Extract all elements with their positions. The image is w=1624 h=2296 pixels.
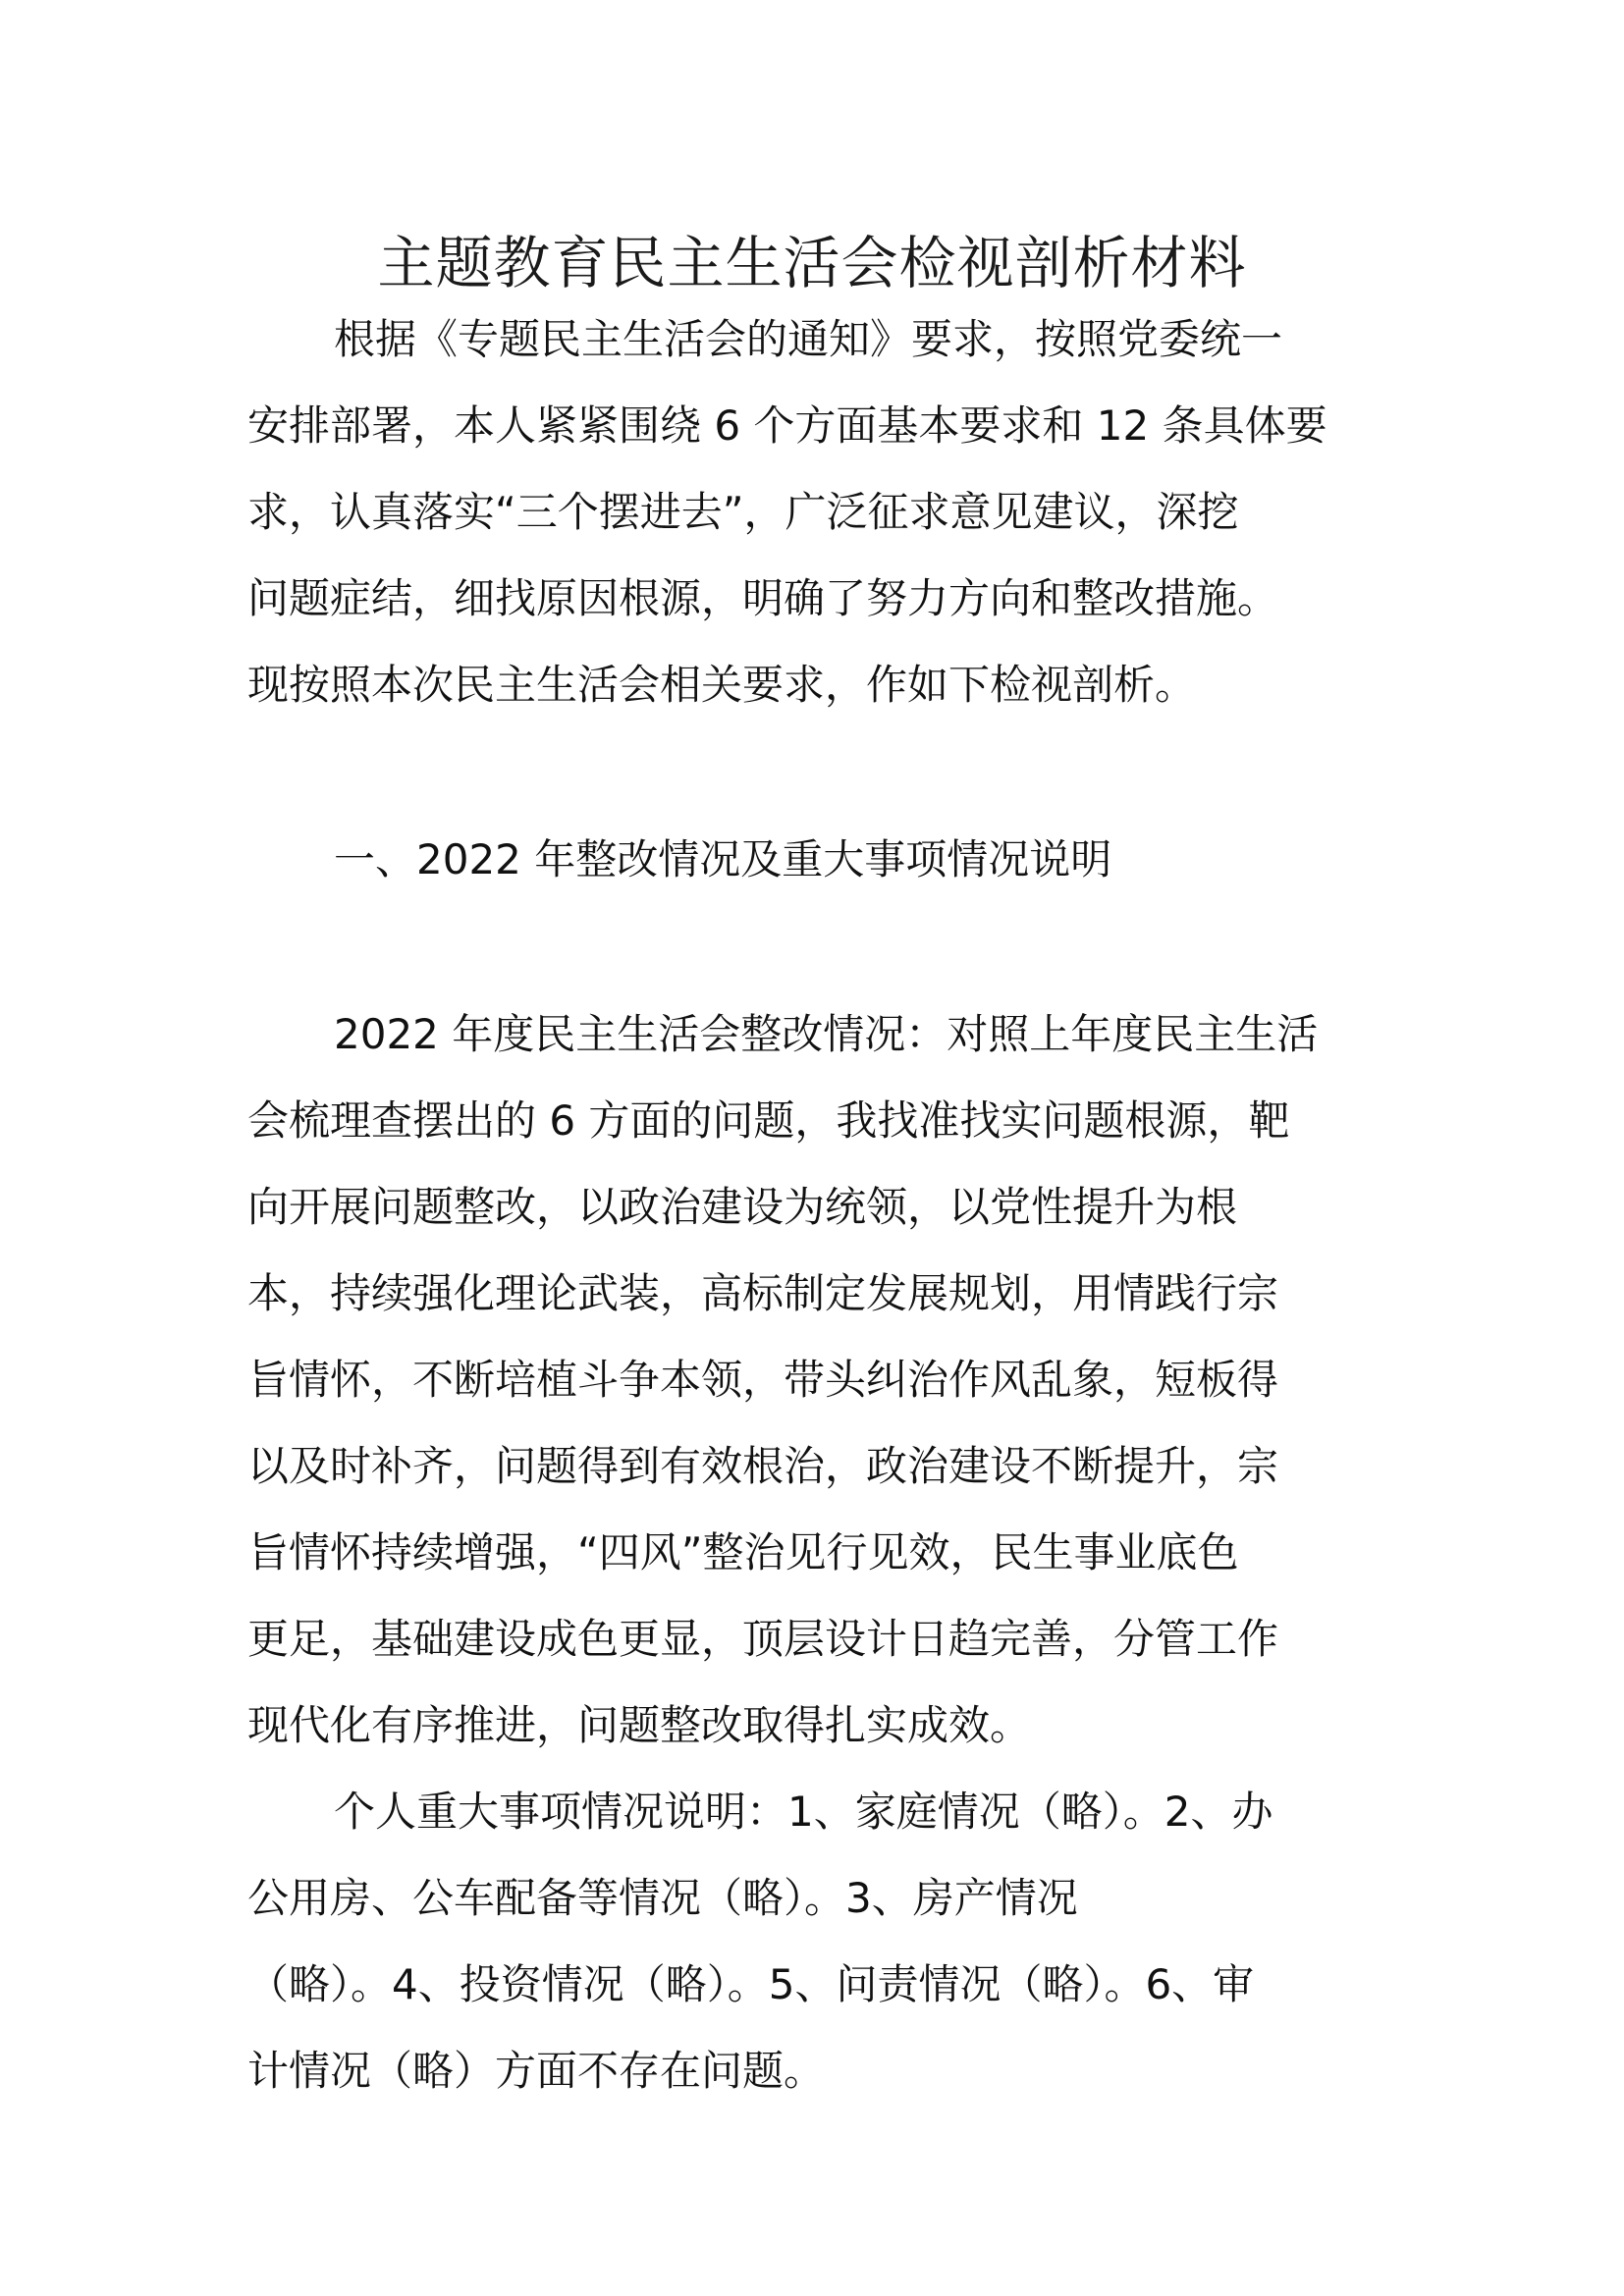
rectification-line-7: 旨情怀持续增强，“四风”整治见行见效，民生事业底色 bbox=[247, 1528, 1239, 1576]
rectification-line-5: 旨情怀，不断培植斗争本领，带头纠治作风乱象，短板得 bbox=[247, 1356, 1279, 1404]
rectification-line-2: 会梳理查摆出的 6 方面的问题，我找准找实问题根源，靶 bbox=[247, 1096, 1290, 1145]
rectification-line-1: 2022 年度民主生活会整改情况：对照上年度民主生活 bbox=[334, 1010, 1319, 1058]
intro-line-4: 问题症结，细找原因根源，明确了努力方向和整改措施。 bbox=[247, 574, 1279, 622]
major-matters-line-1: 个人重大事项情况说明：1、家庭情况（略）。2、办 bbox=[334, 1788, 1273, 1836]
intro-line-3: 求，认真落实“三个摆进去”，广泛征求意见建议，深挖 bbox=[247, 488, 1239, 536]
section-heading: 一、2022 年整改情况及重大事项情况说明 bbox=[334, 835, 1112, 883]
major-matters-line-2: 公用房、公车配备等情况（略）。3、房产情况 bbox=[247, 1874, 1078, 1922]
major-matters-line-3: （略）。4、投资情况（略）。5、问责情况（略）。6、审 bbox=[247, 1960, 1255, 2008]
intro-line-1: 根据《专题民主生活会的通知》要求，按照党委统一 bbox=[334, 315, 1283, 363]
document-title: 主题教育民主生活会检视剖析材料 bbox=[377, 230, 1247, 296]
rectification-line-9: 现代化有序推进，问题整改取得扎实成效。 bbox=[247, 1701, 1032, 1749]
intro-line-5: 现按照本次民主生活会相关要求，作如下检视剖析。 bbox=[247, 661, 1197, 709]
intro-line-2: 安排部署，本人紧紧围绕 6 个方面基本要求和 12 条具体要 bbox=[247, 401, 1327, 450]
rectification-line-8: 更足，基础建设成色更显，顶层设计日趋完善，分管工作 bbox=[247, 1615, 1279, 1663]
rectification-line-6: 以及时补齐，问题得到有效根治，政治建设不断提升，宗 bbox=[247, 1442, 1279, 1490]
rectification-line-4: 本，持续强化理论武装，高标制定发展规划，用情践行宗 bbox=[247, 1269, 1279, 1317]
major-matters-line-4: 计情况（略）方面不存在问题。 bbox=[247, 2047, 826, 2095]
rectification-line-3: 向开展问题整改，以政治建设为统领，以党性提升为根 bbox=[247, 1183, 1238, 1231]
